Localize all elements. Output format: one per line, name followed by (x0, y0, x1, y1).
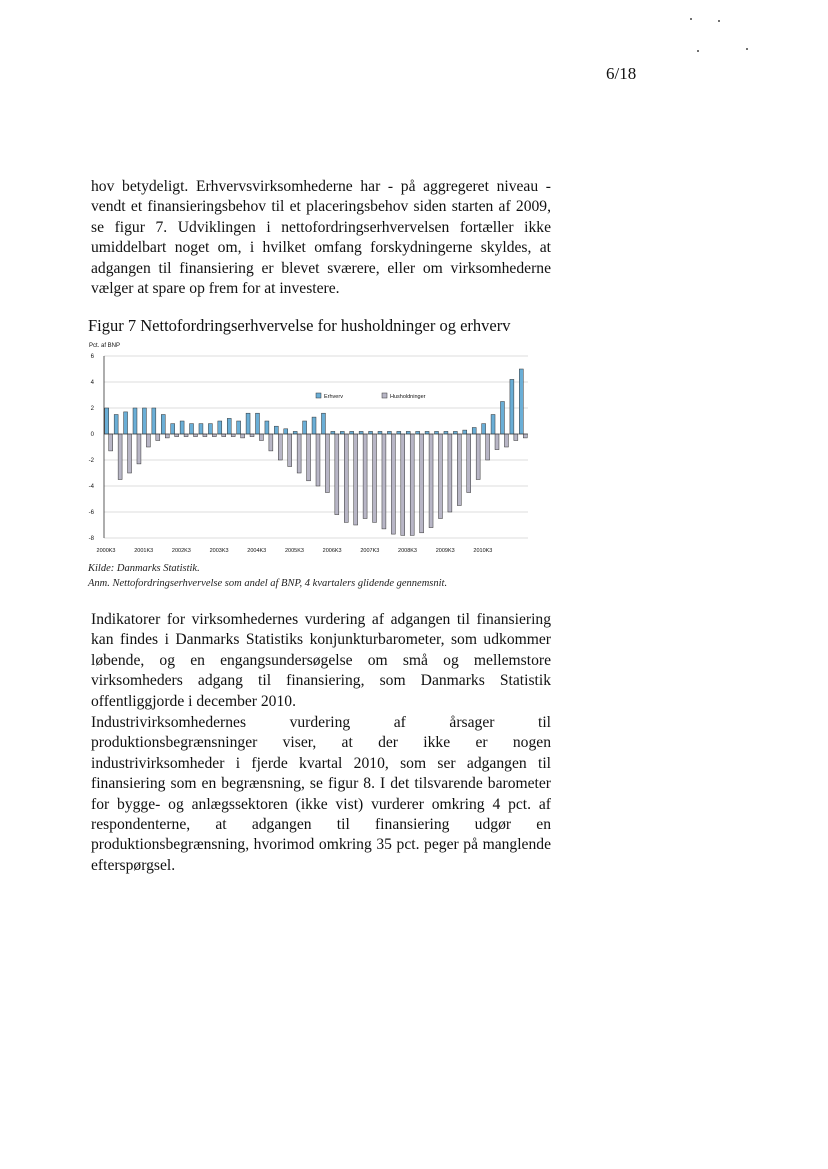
bar-husholdninger (212, 434, 216, 437)
bar-erhverv (237, 421, 241, 434)
y-tick-label: -6 (88, 510, 94, 516)
bar-erhverv (472, 428, 476, 435)
bar-husholdninger (156, 434, 160, 441)
bar-husholdninger (222, 434, 226, 437)
x-tick-label: 2003K3 (209, 548, 229, 554)
bar-erhverv (227, 418, 231, 434)
bar-husholdninger (410, 434, 414, 535)
bar-erhverv (293, 431, 297, 434)
bar-husholdninger (325, 434, 329, 493)
x-tick-label: 2002K3 (171, 548, 191, 554)
bar-husholdninger (231, 434, 235, 437)
bar-husholdninger (382, 434, 386, 529)
bar-husholdninger (288, 434, 292, 467)
bar-husholdninger (175, 434, 179, 437)
bar-husholdninger (137, 434, 141, 464)
bar-erhverv (435, 431, 439, 434)
bar-erhverv (321, 413, 325, 434)
y-tick-label: -2 (88, 458, 94, 464)
y-tick-label: 2 (90, 406, 94, 412)
bar-erhverv (510, 379, 514, 434)
legend-label: Husholdninger (390, 394, 426, 400)
x-tick-label: 2004K3 (247, 548, 267, 554)
bar-husholdninger (476, 434, 480, 480)
bar-erhverv (491, 415, 495, 435)
bar-erhverv (482, 424, 486, 434)
bar-erhverv (284, 429, 288, 434)
bar-erhverv (133, 408, 137, 434)
bar-husholdninger (118, 434, 122, 480)
bar-husholdninger (420, 434, 424, 533)
bar-erhverv (218, 421, 222, 434)
bar-erhverv (199, 424, 203, 434)
bar-husholdninger (241, 434, 245, 438)
x-tick-label: 2000K3 (96, 548, 116, 554)
y-axis-label: Pct. af BNP (89, 343, 121, 349)
bar-erhverv (265, 421, 269, 434)
bar-husholdninger (307, 434, 311, 481)
source-line: Kilde: Danmarks Statistik. (88, 563, 200, 574)
bar-erhverv (444, 431, 448, 434)
bar-erhverv (190, 424, 194, 434)
bar-husholdninger (363, 434, 367, 519)
bar-husholdninger (297, 434, 301, 473)
bar-husholdninger (438, 434, 442, 519)
x-tick-label: 2001K3 (134, 548, 154, 554)
bar-erhverv (416, 431, 420, 434)
bar-erhverv (161, 415, 165, 435)
y-tick-label: 0 (90, 432, 94, 438)
bar-husholdninger (184, 434, 188, 437)
bar-husholdninger (269, 434, 273, 451)
bar-husholdninger (401, 434, 405, 535)
bar-husholdninger (429, 434, 433, 528)
bar-erhverv (105, 408, 109, 434)
bar-erhverv (500, 402, 504, 435)
figure-source (88, 561, 447, 591)
bar-erhverv (152, 408, 156, 434)
bar-erhverv (387, 431, 391, 434)
bar-erhverv (331, 431, 335, 434)
bar-husholdninger (203, 434, 207, 437)
body-paragraph: Industrivirksomhedernes vurdering af årsager til produktionsbegrænsninger viser, at der ikke er nogen industrivirksomheder i fjerde kvartal 2010, som ser adgangen til finansiering som en begrænsning, se figur 8. I det tilsvarende barometer for bygge- og anlægssektoren (ikke vist) vurderer omkring 4 pct. af respondenterne, at adgangen til finansiering udgør en produktionsbegrænsning, hvorimod omkring 35 pct. peger på manglende efterspørgsel. (91, 714, 551, 874)
bar-husholdninger (278, 434, 282, 460)
bar-erhverv (359, 431, 363, 434)
bar-husholdninger (250, 434, 254, 437)
bar-husholdninger (259, 434, 263, 441)
bar-husholdninger (448, 434, 452, 512)
bar-husholdninger (457, 434, 461, 506)
x-tick-label: 2008K3 (398, 548, 417, 554)
bar-husholdninger (523, 434, 527, 438)
bar-husholdninger (495, 434, 499, 450)
bar-erhverv (256, 413, 260, 434)
bar-husholdninger (335, 434, 339, 515)
bar-erhverv (274, 426, 278, 434)
body-paragraph: hov betydeligt. Erhvervsvirksomhederne har - på aggregeret niveau - vendt et finansieringsbehov til et placeringsbehov siden starten af 2009, se figur 7. Udviklingen i nettofordringserhvervelsen fortæller ikke umiddelbart noget om, i hvilket omfang forskydningerne skyldes, at adgangen til finansiering er blevet sværere, eller om virksomhederne vælger at spare op frem for at investere. (91, 178, 551, 298)
bar-husholdninger (146, 434, 150, 447)
y-tick-label: -8 (88, 536, 94, 542)
bar-erhverv (303, 421, 307, 434)
y-tick-label: 6 (90, 354, 94, 360)
bar-erhverv (114, 415, 118, 435)
bar-erhverv (378, 431, 382, 434)
bar-husholdninger (165, 434, 169, 438)
bar-erhverv (463, 430, 467, 434)
bar-erhverv (369, 431, 373, 434)
bar-husholdninger (128, 434, 132, 473)
bar-erhverv (340, 431, 344, 434)
bar-husholdninger (514, 434, 518, 441)
body-paragraph: Indikatorer for virksomhedernes vurdering af adgangen til finansiering kan findes i Danmarks Statistiks konjunkturbarometer, som udkommer løbende, og en engangsundersøgelse om små og mellemstore virksomheders adgang til finansiering, som Danmarks Statistik offentliggjorde i december 2010. (91, 611, 551, 710)
bar-husholdninger (354, 434, 358, 525)
x-tick-label: 2010K3 (473, 548, 493, 554)
x-tick-label: 2006K3 (322, 548, 342, 554)
bar-erhverv (425, 431, 429, 434)
x-tick-label: 2007K3 (360, 548, 380, 554)
y-tick-label: -4 (88, 484, 94, 490)
legend-swatch (316, 393, 321, 398)
bar-erhverv (171, 424, 175, 434)
bar-husholdninger (194, 434, 198, 437)
bar-husholdninger (109, 434, 113, 451)
note-line: Anm. Nettofordringserhvervelse som andel af BNP, 4 kvartalers glidende gennemsnit. (88, 578, 448, 589)
page-number: 6/18 (606, 64, 637, 83)
bar-erhverv (312, 417, 316, 434)
bar-erhverv (397, 431, 401, 434)
bar-erhverv (208, 424, 212, 434)
bar-husholdninger (316, 434, 320, 486)
x-tick-label: 2005K3 (284, 548, 304, 554)
bar-erhverv (350, 431, 354, 434)
bar-husholdninger (486, 434, 490, 460)
bar-husholdninger (391, 434, 395, 534)
bar-erhverv (180, 421, 184, 434)
bar-husholdninger (373, 434, 377, 522)
bar-erhverv (406, 431, 410, 434)
x-tick-label: 2009K3 (435, 548, 455, 554)
bar-erhverv (519, 369, 523, 434)
y-tick-label: 4 (90, 380, 94, 386)
bar-husholdninger (344, 434, 348, 522)
figure-title: Figur 7 Nettofordringserhvervelse for husholdninger og erhverv (88, 316, 511, 335)
legend-label: Erhverv (324, 394, 343, 400)
bar-husholdninger (467, 434, 471, 493)
legend-swatch (382, 393, 387, 398)
bar-erhverv (142, 408, 146, 434)
bar-husholdninger (504, 434, 508, 447)
bar-erhverv (453, 431, 457, 434)
bar-erhverv (124, 412, 128, 434)
bar-erhverv (246, 413, 250, 434)
